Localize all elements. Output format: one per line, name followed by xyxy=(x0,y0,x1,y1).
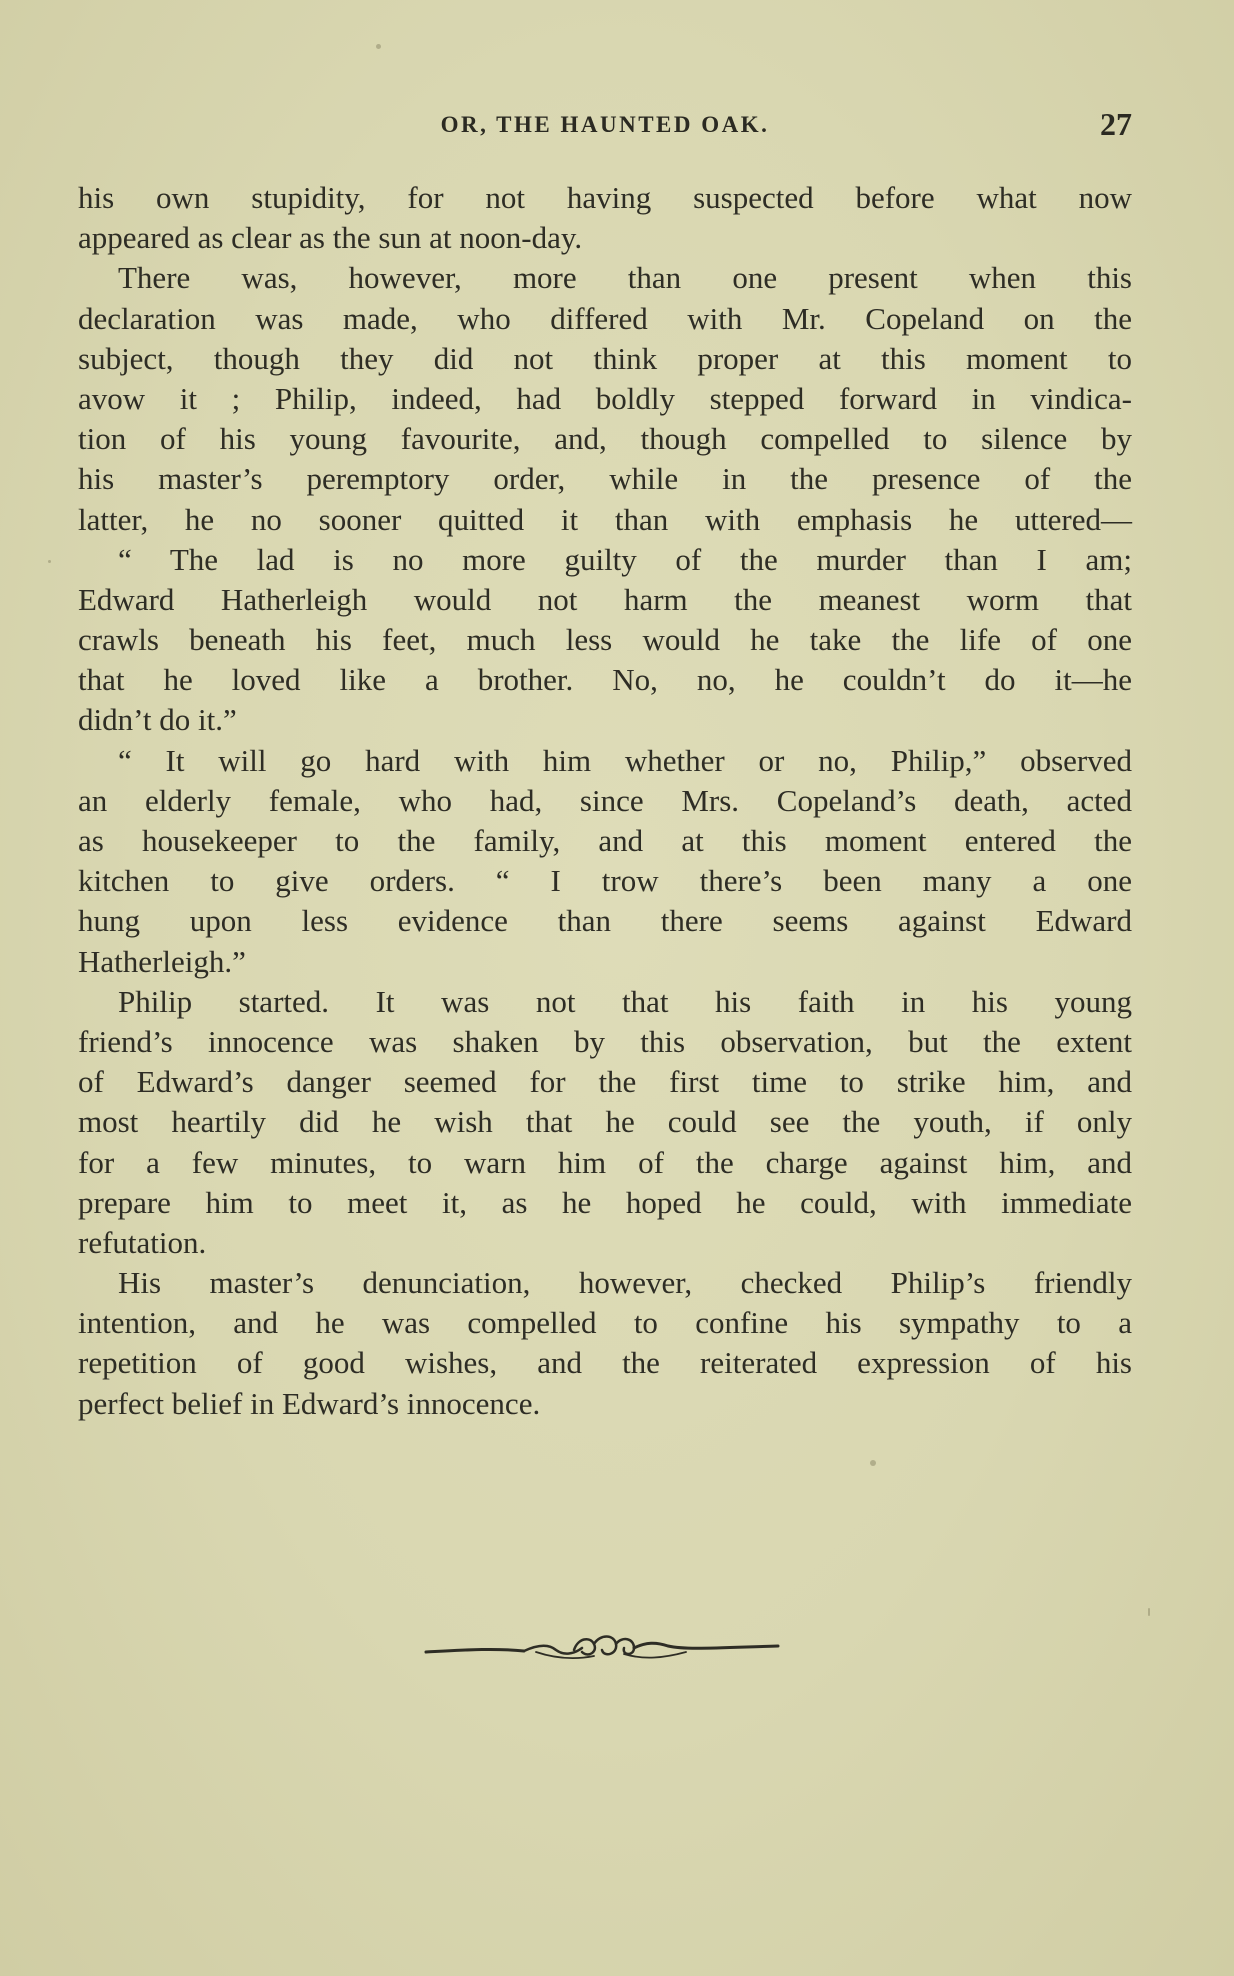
text-line: for a few minutes, to warn him of the charge against him, and xyxy=(78,1144,1132,1180)
text-line: declaration was made, who differed with Mr. Copeland on the xyxy=(78,300,1132,336)
text-line: crawls beneath his feet, much less would he take the life of one xyxy=(78,622,1132,658)
text-line: tion of his young favourite, and, though compelled to silence by xyxy=(78,421,1132,457)
text-line: avow it ; Philip, indeed, had boldly stepped forward in vindica- xyxy=(78,380,1132,416)
text-line: intention, and he was compelled to confine his sympathy to a xyxy=(78,1305,1132,1341)
ink-speck xyxy=(376,44,381,49)
text-line: Hatherleigh.” xyxy=(78,943,246,979)
text-line: hung upon less evidence than there seems against Edward xyxy=(78,903,1132,939)
page-number: 27 xyxy=(1100,106,1132,142)
text-line: His master’s denunciation, however, checked Philip’s friendly xyxy=(118,1265,1132,1301)
running-head xyxy=(78,108,1132,148)
running-title: OR, THE HAUNTED OAK. xyxy=(440,112,770,137)
text-line: prepare him to meet it, as he hoped he could, with immediate xyxy=(78,1184,1132,1220)
text-line: most heartily did he wish that he could see the youth, if only xyxy=(78,1104,1132,1140)
text-line: refutation. xyxy=(78,1224,207,1260)
text-line: that he loved like a brother. No, no, he couldn’t do it—he xyxy=(78,662,1132,698)
ink-speck xyxy=(870,1460,876,1466)
ink-speck xyxy=(48,560,51,563)
text-line: didn’t do it.” xyxy=(78,702,237,738)
ink-speck xyxy=(1148,1608,1150,1616)
text-line: kitchen to give orders. “ I trow there’s been many a one xyxy=(78,863,1132,899)
body-text xyxy=(78,178,1132,1424)
text-line: as housekeeper to the family, and at this moment entered the xyxy=(78,823,1132,858)
text-line: Edward Hatherleigh would not harm the meanest worm that xyxy=(78,581,1132,617)
end-flourish-ornament xyxy=(424,1630,780,1670)
text-line: friend’s innocence was shaken by this observation, but the extent xyxy=(78,1023,1132,1059)
text-line: appeared as clear as the sun at noon-day. xyxy=(78,220,583,256)
text-line: an elderly female, who had, since Mrs. Copeland’s death, acted xyxy=(78,782,1132,818)
text-line: “ It will go hard with him whether or no, Philip,” observed xyxy=(118,742,1132,778)
text-line: “ The lad is no more guilty of the murder than I am; xyxy=(118,541,1132,577)
text-line: subject, though they did not think proper at this moment to xyxy=(78,340,1132,376)
text-line: repetition of good wishes, and the reiterated expression of his xyxy=(78,1345,1132,1381)
text-line: Philip started. It was not that his faith in his young xyxy=(118,983,1132,1019)
text-line: There was, however, more than one present when this xyxy=(118,260,1132,296)
text-line: his master’s peremptory order, while in the presence of the xyxy=(78,461,1132,497)
text-line: his own stupidity, for not having suspected before what now xyxy=(78,180,1132,215)
text-line: latter, he no sooner quitted it than with emphasis he uttered— xyxy=(78,501,1132,537)
text-line: of Edward’s danger seemed for the first time to strike him, and xyxy=(78,1064,1132,1100)
text-line: perfect belief in Edward’s innocence. xyxy=(78,1385,541,1421)
